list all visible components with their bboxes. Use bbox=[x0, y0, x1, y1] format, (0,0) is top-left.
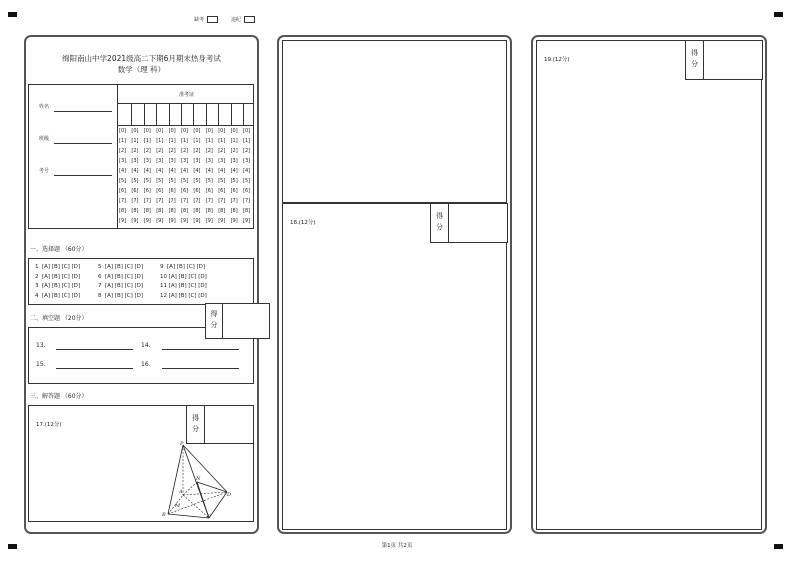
ticket-digit-bubble[interactable]: [7] bbox=[119, 198, 127, 204]
ticket-digit-bubble[interactable]: [4] bbox=[181, 168, 189, 174]
ticket-digit-bubble[interactable]: [5] bbox=[131, 178, 139, 184]
ticket-digit-bubble[interactable]: [6] bbox=[156, 188, 164, 194]
violation-mark[interactable]: 违纪 bbox=[231, 16, 255, 23]
ticket-digit-bubble[interactable]: [2] bbox=[131, 148, 139, 154]
q19-label: 19.(12分) bbox=[544, 57, 570, 63]
grid-column-divider bbox=[243, 103, 244, 125]
grid-column-divider bbox=[156, 103, 157, 125]
page-footer: 第1页 共2页 bbox=[381, 543, 413, 549]
ticket-digit-bubble[interactable]: [6] bbox=[218, 188, 226, 194]
section-choice-heading: 一、选择题 （60分） bbox=[30, 246, 88, 253]
q17-label: 17.(12分) bbox=[36, 422, 62, 428]
score-label: 得分 bbox=[686, 41, 704, 79]
ticket-digit-bubble[interactable]: [5] bbox=[181, 178, 189, 184]
q18-label: 18.(12分) bbox=[290, 220, 316, 226]
ticket-digit-bubble[interactable]: [6] bbox=[205, 188, 213, 194]
ticket-digit-bubble[interactable]: [7] bbox=[193, 198, 201, 204]
ticket-digit-bubble[interactable]: [4] bbox=[193, 168, 201, 174]
choice-question[interactable]: 4 [A] [B] [C] [D] bbox=[35, 292, 81, 299]
grid-divider bbox=[118, 125, 254, 126]
ticket-digit-bubble[interactable]: [0] bbox=[143, 128, 151, 134]
section-answer-heading: 三、解答题 （60分） bbox=[30, 393, 88, 400]
ticket-digit-bubble[interactable]: [4] bbox=[119, 168, 127, 174]
choice-question[interactable]: 7 [A] [B] [C] [D] bbox=[98, 283, 144, 289]
ticket-digit-bubble[interactable]: [0] bbox=[119, 128, 127, 134]
score-label: 得分 bbox=[431, 204, 449, 242]
fill-score-box[interactable] bbox=[205, 303, 270, 339]
ticket-digit-bubble[interactable]: [8] bbox=[168, 208, 176, 214]
choice-answer-box bbox=[28, 258, 254, 305]
fill-answer-line[interactable] bbox=[56, 368, 133, 369]
ticket-digit-bubble[interactable]: [1] bbox=[168, 138, 176, 144]
grid-column-divider bbox=[206, 103, 207, 125]
choice-question[interactable]: 11 [A] [B] [C] [D] bbox=[160, 283, 207, 289]
ticket-digit-bubble[interactable]: [5] bbox=[156, 178, 164, 184]
fill-answer-line[interactable] bbox=[56, 349, 133, 350]
ticket-digit-bubble[interactable]: [7] bbox=[131, 198, 139, 204]
ticket-digit-bubble[interactable]: [3] bbox=[168, 158, 176, 164]
ticket-digit-bubble[interactable]: [6] bbox=[230, 188, 238, 194]
ticket-digit-bubble[interactable]: [9] bbox=[119, 218, 127, 224]
score-label: 得分 bbox=[206, 304, 223, 338]
ticket-digit-bubble[interactable]: [2] bbox=[168, 148, 176, 154]
ticket-digit-bubble[interactable]: [2] bbox=[119, 148, 127, 154]
ticket-digit-bubble[interactable]: [8] bbox=[243, 208, 251, 214]
ticket-digit-bubble[interactable]: [1] bbox=[243, 138, 251, 144]
ticket-digit-bubble[interactable]: [9] bbox=[143, 218, 151, 224]
figure-label: A bbox=[179, 489, 183, 495]
fill-answer-line[interactable] bbox=[162, 349, 239, 350]
ticket-digit-bubble[interactable]: [0] bbox=[218, 128, 226, 134]
ticket-digit-bubble[interactable]: [2] bbox=[230, 148, 238, 154]
ticket-digit-bubble[interactable]: [3] bbox=[156, 158, 164, 164]
ticket-digit-bubble[interactable]: [8] bbox=[119, 208, 127, 214]
ticket-digit-bubble[interactable]: [2] bbox=[156, 148, 164, 154]
ticket-digit-bubble[interactable]: [1] bbox=[205, 138, 213, 144]
choice-question[interactable]: 8 [A] [B] [C] [D] bbox=[98, 292, 144, 299]
grid-column-divider bbox=[193, 103, 194, 125]
ticket-digit-bubble[interactable]: [1] bbox=[143, 138, 151, 144]
ticket-digit-bubble[interactable]: [2] bbox=[243, 148, 251, 154]
ticket-digit-bubble[interactable]: [7] bbox=[143, 198, 151, 204]
ticket-digit-bubble[interactable]: [9] bbox=[193, 218, 201, 224]
ticket-digit-bubble[interactable]: [9] bbox=[156, 218, 164, 224]
fill-number: 14. bbox=[141, 342, 151, 349]
ticket-digit-bubble[interactable]: [8] bbox=[131, 208, 139, 214]
figure-label: M bbox=[175, 503, 181, 509]
choice-question[interactable]: 9 [A] [B] [C] [D] bbox=[160, 264, 206, 270]
ticket-digit-bubble[interactable]: [4] bbox=[156, 168, 164, 174]
ticket-digit-bubble[interactable]: [4] bbox=[243, 168, 251, 174]
ticket-digit-bubble[interactable]: [2] bbox=[193, 148, 201, 154]
ticket-digit-bubble[interactable]: [3] bbox=[243, 158, 251, 164]
score-label: 得分 bbox=[187, 406, 205, 443]
q18-answer-box[interactable] bbox=[282, 203, 507, 530]
class-label: 班级 bbox=[39, 136, 50, 142]
ticket-digit-bubble[interactable]: [1] bbox=[181, 138, 189, 144]
choice-question[interactable]: 3 [A] [B] [C] [D] bbox=[35, 283, 81, 289]
pyramid-figure bbox=[159, 440, 249, 522]
ticket-digit-bubble[interactable]: [5] bbox=[218, 178, 226, 184]
q19-answer-box[interactable] bbox=[536, 40, 762, 530]
fill-number: 15. bbox=[36, 361, 46, 368]
ticket-digit-bubble[interactable]: [4] bbox=[205, 168, 213, 174]
q18-score-box[interactable] bbox=[430, 203, 508, 243]
ticket-digit-bubble[interactable]: [2] bbox=[205, 148, 213, 154]
ticket-digit-bubble[interactable]: [9] bbox=[168, 218, 176, 224]
student-info-box bbox=[28, 84, 254, 229]
ticket-digit-bubble[interactable]: [3] bbox=[205, 158, 213, 164]
fill-number: 13. bbox=[36, 342, 46, 349]
figure-label: N bbox=[196, 476, 201, 482]
ticket-label: 准考证 bbox=[178, 92, 194, 98]
ticket-digit-bubble[interactable]: [4] bbox=[143, 168, 151, 174]
ticket-digit-bubble[interactable]: [2] bbox=[218, 148, 226, 154]
ticket-digit-bubble[interactable]: [3] bbox=[131, 158, 139, 164]
ticket-digit-bubble[interactable]: [3] bbox=[119, 158, 127, 164]
ticket-digit-bubble[interactable]: [5] bbox=[230, 178, 238, 184]
ticket-digit-bubble[interactable]: [3] bbox=[143, 158, 151, 164]
ticket-digit-bubble[interactable]: [1] bbox=[119, 138, 127, 144]
ticket-digit-bubble[interactable]: [8] bbox=[156, 208, 164, 214]
choice-question[interactable]: 5 [A] [B] [C] [D] bbox=[98, 264, 144, 270]
ticket-digit-bubble[interactable]: [0] bbox=[181, 128, 189, 134]
ticket-digit-bubble[interactable]: [8] bbox=[205, 208, 213, 214]
ticket-digit-bubble[interactable]: [0] bbox=[168, 128, 176, 134]
ticket-digit-bubble[interactable]: [5] bbox=[143, 178, 151, 184]
ticket-digit-bubble[interactable]: [1] bbox=[218, 138, 226, 144]
ticket-digit-bubble[interactable]: [5] bbox=[205, 178, 213, 184]
ticket-digit-bubble[interactable]: [7] bbox=[243, 198, 251, 204]
ticket-digit-bubble[interactable]: [3] bbox=[218, 158, 226, 164]
ticket-digit-bubble[interactable]: [7] bbox=[230, 198, 238, 204]
fill-number: 16. bbox=[141, 361, 151, 368]
ticket-digit-bubble[interactable]: [7] bbox=[181, 198, 189, 204]
ticket-digit-bubble[interactable]: [8] bbox=[143, 208, 151, 214]
section-fill-heading: 二、填空题 （20分） bbox=[30, 315, 88, 322]
grid-column-divider bbox=[131, 103, 132, 125]
ticket-digit-bubble[interactable]: [5] bbox=[193, 178, 201, 184]
ticket-digit-bubble[interactable]: [0] bbox=[193, 128, 201, 134]
ticket-digit-bubble[interactable]: [6] bbox=[168, 188, 176, 194]
ticket-digit-bubble[interactable]: [5] bbox=[243, 178, 251, 184]
ticket-digit-bubble[interactable]: [1] bbox=[131, 138, 139, 144]
ticket-digit-bubble[interactable]: [0] bbox=[131, 128, 139, 134]
ticket-digit-bubble[interactable]: [4] bbox=[168, 168, 176, 174]
q17-continued-box[interactable] bbox=[282, 40, 507, 203]
corner-mark bbox=[774, 12, 783, 17]
ticket-digit-bubble[interactable]: [4] bbox=[230, 168, 238, 174]
grid-column-divider bbox=[218, 103, 219, 125]
ticket-digit-bubble[interactable]: [5] bbox=[168, 178, 176, 184]
ticket-digit-bubble[interactable]: [4] bbox=[131, 168, 139, 174]
exam-title: 绵阳南山中学2021级高二下期6月期末热身考试 bbox=[62, 54, 221, 63]
number-field[interactable] bbox=[54, 175, 112, 176]
grid-column-divider bbox=[181, 103, 182, 125]
ticket-digit-bubble[interactable]: [1] bbox=[193, 138, 201, 144]
ticket-digit-bubble[interactable]: [9] bbox=[205, 218, 213, 224]
ticket-digit-bubble[interactable]: [8] bbox=[218, 208, 226, 214]
ticket-digit-bubble[interactable]: [3] bbox=[181, 158, 189, 164]
figure-label: D bbox=[227, 492, 232, 498]
ticket-digit-bubble[interactable]: [9] bbox=[243, 218, 251, 224]
ticket-digit-bubble[interactable]: [6] bbox=[181, 188, 189, 194]
ticket-digit-bubble[interactable]: [3] bbox=[230, 158, 238, 164]
ticket-digit-bubble[interactable]: [6] bbox=[143, 188, 151, 194]
name-label: 姓名 bbox=[39, 104, 50, 110]
ticket-digit-bubble[interactable]: [5] bbox=[119, 178, 127, 184]
grid-divider bbox=[118, 103, 254, 104]
class-field[interactable] bbox=[54, 143, 112, 144]
ticket-digit-bubble[interactable]: [2] bbox=[143, 148, 151, 154]
ticket-digit-bubble[interactable]: [9] bbox=[230, 218, 238, 224]
ticket-digit-bubble[interactable]: [4] bbox=[218, 168, 226, 174]
q19-score-box[interactable] bbox=[685, 40, 763, 80]
choice-question[interactable]: 1 [A] [B] [C] [D] bbox=[35, 264, 81, 270]
ticket-digit-bubble[interactable]: [6] bbox=[193, 188, 201, 194]
ticket-digit-bubble[interactable]: [6] bbox=[243, 188, 251, 194]
ticket-digit-bubble[interactable]: [9] bbox=[131, 218, 139, 224]
ticket-digit-bubble[interactable]: [9] bbox=[218, 218, 226, 224]
choice-question[interactable]: 2 [A] [B] [C] [D] bbox=[35, 273, 81, 280]
grid-column-divider bbox=[231, 103, 232, 125]
ticket-digit-bubble[interactable]: [7] bbox=[205, 198, 213, 204]
ticket-digit-bubble[interactable]: [6] bbox=[119, 188, 127, 194]
ticket-digit-bubble[interactable]: [2] bbox=[181, 148, 189, 154]
grid-column-divider bbox=[144, 103, 145, 125]
figure-label: C bbox=[207, 514, 211, 520]
ticket-digit-bubble[interactable]: [0] bbox=[156, 128, 164, 134]
choice-question[interactable]: 6 [A] [B] [C] [D] bbox=[98, 273, 144, 280]
ticket-digit-bubble[interactable]: [0] bbox=[243, 128, 251, 134]
ticket-digit-bubble[interactable]: [7] bbox=[168, 198, 176, 204]
ticket-digit-bubble[interactable]: [8] bbox=[230, 208, 238, 214]
grid-column-divider bbox=[169, 103, 170, 125]
absent-mark[interactable]: 缺考 bbox=[194, 16, 218, 23]
ticket-digit-bubble[interactable]: [3] bbox=[193, 158, 201, 164]
ticket-digit-bubble[interactable]: [1] bbox=[156, 138, 164, 144]
exam-subject: 数学（理 科） bbox=[117, 65, 166, 74]
fill-answer-line[interactable] bbox=[162, 368, 239, 369]
name-field[interactable] bbox=[54, 111, 112, 112]
ticket-grid bbox=[117, 84, 254, 229]
ticket-digit-bubble[interactable]: [8] bbox=[181, 208, 189, 214]
corner-mark bbox=[8, 12, 17, 17]
number-label: 考号 bbox=[39, 168, 50, 174]
q17-score-box[interactable] bbox=[186, 405, 254, 444]
ticket-digit-bubble[interactable]: [6] bbox=[131, 188, 139, 194]
ticket-digit-bubble[interactable]: [9] bbox=[181, 218, 189, 224]
ticket-digit-bubble[interactable]: [0] bbox=[205, 128, 213, 134]
q17-answer-box bbox=[28, 405, 254, 522]
ticket-digit-bubble[interactable]: [8] bbox=[193, 208, 201, 214]
figure-label: B bbox=[162, 512, 166, 518]
choice-question[interactable]: 12 [A] [B] [C] [D] bbox=[160, 292, 207, 299]
ticket-digit-bubble[interactable]: [0] bbox=[230, 128, 238, 134]
ticket-digit-bubble[interactable]: [7] bbox=[218, 198, 226, 204]
ticket-digit-bubble[interactable]: [7] bbox=[156, 198, 164, 204]
choice-question[interactable]: 10 [A] [B] [C] [D] bbox=[160, 273, 207, 280]
figure-label: P bbox=[180, 441, 184, 447]
ticket-digit-bubble[interactable]: [1] bbox=[230, 138, 238, 144]
